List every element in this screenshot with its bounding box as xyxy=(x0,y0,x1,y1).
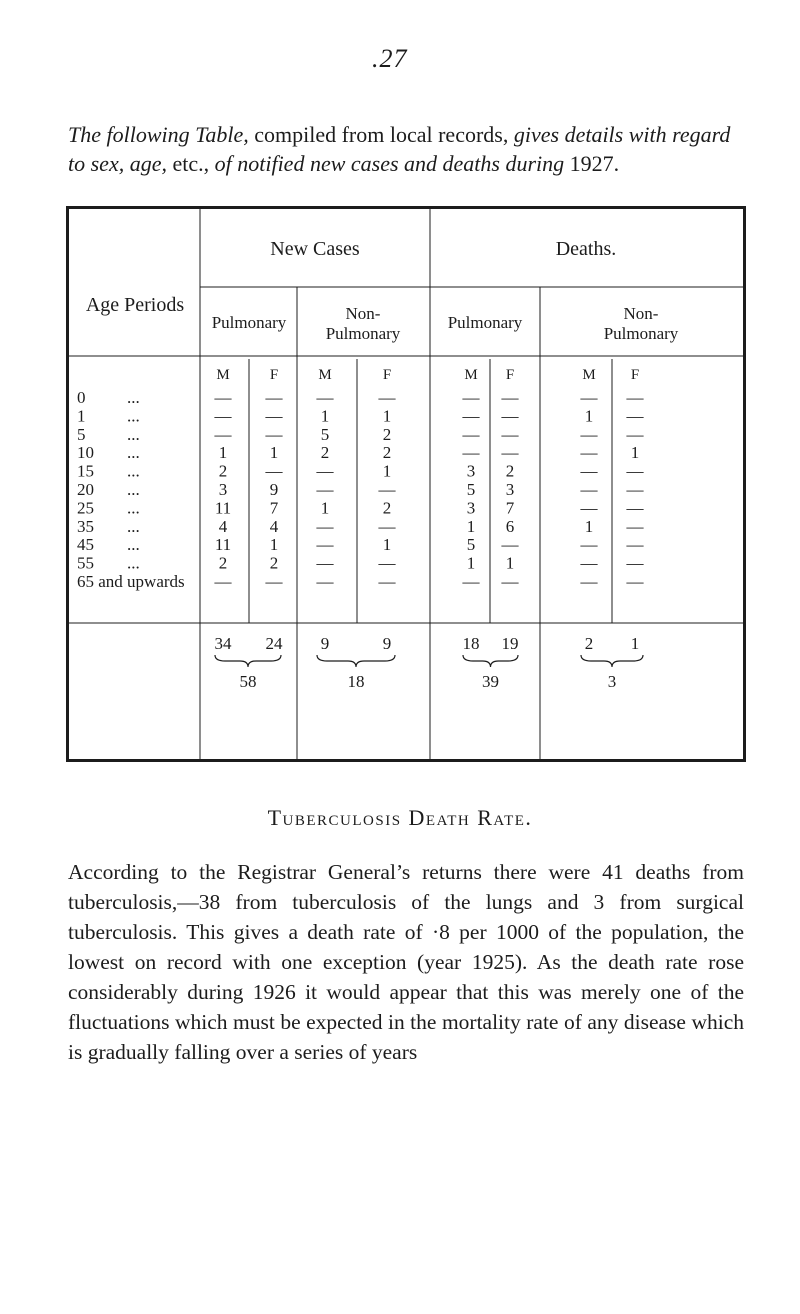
table-cell-r10-c2: — xyxy=(316,572,334,591)
deaths-non-pulmonary-header-line1: Non- xyxy=(623,304,659,323)
table-cell-r3-c2: 2 xyxy=(320,443,330,463)
table-cell-r1-c1: — xyxy=(265,406,283,426)
table-cell-r2-c2: 5 xyxy=(320,424,330,444)
total-cell-2: 9 xyxy=(320,634,330,653)
table-cell-r3-c4: — xyxy=(462,443,480,463)
table-cell-r6-c7: — xyxy=(626,498,644,518)
table-cell-r4-c5: 2 xyxy=(505,461,515,481)
tuberculosis-table xyxy=(66,206,746,762)
age-leader-dots-7: ... xyxy=(127,516,140,536)
sex-header-m-3: M xyxy=(318,367,332,383)
table-cell-r1-c4: — xyxy=(462,406,480,426)
table-cell-r7-c1: 4 xyxy=(269,516,279,536)
intro-part-4: etc., xyxy=(166,151,215,176)
table-cell-r6-c6: — xyxy=(580,498,598,518)
table-cell-r10-c7: — xyxy=(626,572,644,591)
age-leader-dots-9: ... xyxy=(127,553,140,573)
table-cell-r6-c4: 3 xyxy=(466,498,476,518)
age-leader-dots-6: ... xyxy=(127,498,140,518)
table-cell-r2-c1: — xyxy=(265,424,283,444)
table-cell-r5-c6: — xyxy=(580,480,598,499)
table-cell-r8-c7: — xyxy=(626,535,644,555)
table-cell-r2-c4: — xyxy=(462,424,480,444)
table-cell-r1-c7: — xyxy=(626,406,644,426)
sex-header-f-8: F xyxy=(630,367,640,383)
section-title: Tuberculosis Death Rate. xyxy=(267,805,533,830)
group-total-2: 18 xyxy=(347,672,365,691)
table-cell-r6-c0: 11 xyxy=(214,498,232,518)
table-cell-r10-c3: — xyxy=(378,572,396,591)
table-cell-r7-c0: 4 xyxy=(218,516,228,536)
table-cell-r8-c6: — xyxy=(580,535,598,555)
age-label-5: 20 xyxy=(77,480,94,499)
table-cell-r4-c0: 2 xyxy=(218,461,228,481)
age-label-4: 15 xyxy=(77,461,94,481)
age-leader-dots-2: ... xyxy=(127,424,140,444)
new-cases-header: New Cases xyxy=(270,238,360,260)
table-cell-r5-c0: 3 xyxy=(218,480,228,499)
age-label-7: 35 xyxy=(77,516,94,536)
table-cell-r1-c6: 1 xyxy=(584,406,594,426)
table-cell-r6-c1: 7 xyxy=(269,498,279,518)
page-number: .27 xyxy=(372,44,408,73)
total-cell-3: 9 xyxy=(382,634,392,653)
table-cell-r0-c0: — xyxy=(214,388,232,407)
sex-header-f-6: F xyxy=(505,367,515,383)
table-cell-r9-c5: 1 xyxy=(505,553,515,573)
intro-part-2: compiled from local records, xyxy=(248,122,514,147)
intro-part-1: The following Table, xyxy=(68,122,249,147)
deaths-pulmonary-header: Pulmonary xyxy=(447,313,523,332)
table-cell-r1-c0: — xyxy=(214,406,232,426)
table-cell-r3-c1: 1 xyxy=(269,443,279,463)
table-cell-r8-c4: 5 xyxy=(466,535,476,555)
age-label-3: 10 xyxy=(77,443,94,463)
table-cell-r5-c4: 5 xyxy=(466,480,476,499)
age-leader-dots-5: ... xyxy=(127,480,140,499)
table-cell-r9-c0: 2 xyxy=(218,553,228,573)
total-cell-4: 18 xyxy=(462,634,480,653)
intro-part-3: gives details with regard to sex, age, xyxy=(68,122,731,176)
table-cell-r8-c3: 1 xyxy=(382,535,392,555)
table-cell-r4-c3: 1 xyxy=(382,461,392,481)
group-total-brace-4 xyxy=(581,655,643,667)
table-cell-r1-c5: — xyxy=(501,406,519,426)
table-cell-r3-c6: — xyxy=(580,443,598,463)
non-pulmonary-header-line1: Non- xyxy=(345,304,381,323)
table-cell-r2-c0: — xyxy=(214,424,232,444)
table-cell-r0-c3: — xyxy=(378,388,396,407)
age-periods-header: Age Periods xyxy=(85,294,185,316)
age-leader-dots-1: ... xyxy=(127,406,140,426)
table-cell-r4-c7: — xyxy=(626,461,644,481)
table-cell-r4-c4: 3 xyxy=(466,461,476,481)
table-cell-r5-c5: 3 xyxy=(505,480,515,499)
group-total-brace-1 xyxy=(215,655,281,667)
age-leader-dots-8: ... xyxy=(127,535,140,555)
age-label-9: 55 xyxy=(77,553,94,573)
total-cell-7: 1 xyxy=(630,634,640,653)
sex-header-f-2: F xyxy=(269,367,279,383)
sex-header-f-4: F xyxy=(382,367,392,383)
table-cell-r5-c1: 9 xyxy=(269,480,279,499)
body-paragraph: According to the Registrar General’s returns there were 41 deaths from tuberculosis,—38 from tuberculosis of the lungs and 3 from surgical tuberculosis. This gives a death rate of ·8 per 1000 of the population, the lowest on record with one exception (year 1925). As the death rate rose considerably during 1926 it would appear that this was merely one of the fluctuations which must be expected in the mortality rate of any disease which is gradually falling over a series of years xyxy=(68,860,744,1064)
table-cell-r4-c1: — xyxy=(265,461,283,481)
sex-header-m-7: M xyxy=(582,367,596,383)
table-cell-r4-c6: — xyxy=(580,461,598,481)
total-cell-1: 24 xyxy=(265,634,283,653)
table-cell-r10-c1: — xyxy=(265,572,283,591)
table-cell-r6-c3: 2 xyxy=(382,498,392,518)
table-cell-r9-c4: 1 xyxy=(466,553,476,573)
table-cell-r3-c5: — xyxy=(501,443,519,463)
age-leader-dots-0: ... xyxy=(127,388,140,407)
table-cell-r1-c3: 1 xyxy=(382,406,392,426)
table-cell-r7-c3: — xyxy=(378,516,396,536)
deaths-non-pulmonary-header-line2: Pulmonary xyxy=(603,324,679,343)
table-cell-r0-c7: — xyxy=(626,388,644,407)
table-cell-r7-c2: — xyxy=(316,516,334,536)
table-cell-r0-c1: — xyxy=(265,388,283,407)
table-cell-r1-c2: 1 xyxy=(320,406,330,426)
age-label-6: 25 xyxy=(77,498,94,518)
table-cell-r0-c2: — xyxy=(316,388,334,407)
intro-part-5: of notified new cases and deaths during xyxy=(214,151,565,176)
table-cell-r8-c5: — xyxy=(501,535,519,555)
group-total-3: 39 xyxy=(482,672,499,691)
non-pulmonary-header-line2: Pulmonary xyxy=(325,324,401,343)
age-label-1: 1 xyxy=(77,406,86,426)
pulmonary-header: Pulmonary xyxy=(211,313,287,332)
table-cell-r9-c7: — xyxy=(626,553,644,573)
table-cell-r6-c5: 7 xyxy=(505,498,515,518)
table-cell-r4-c2: — xyxy=(316,461,334,481)
age-label-10: 65 and upwards xyxy=(77,572,185,591)
table-cell-r6-c2: 1 xyxy=(320,498,330,518)
table-cell-r8-c1: 1 xyxy=(269,535,279,555)
age-leader-dots-3: ... xyxy=(127,443,140,463)
group-total-1: 58 xyxy=(239,672,257,691)
table-cell-r10-c0: — xyxy=(214,572,232,591)
table-cell-r2-c5: — xyxy=(501,424,519,444)
table-cell-r2-c3: 2 xyxy=(382,424,392,444)
group-total-brace-2 xyxy=(317,655,395,667)
table-cell-r7-c4: 1 xyxy=(466,516,476,536)
intro-paragraph xyxy=(68,120,744,178)
table-cell-r3-c7: 1 xyxy=(630,443,640,463)
sex-header-m-1: M xyxy=(216,367,230,383)
age-leader-dots-4: ... xyxy=(127,461,140,481)
table-svg xyxy=(69,209,743,759)
table-cell-r8-c2: — xyxy=(316,535,334,555)
table-cell-r2-c7: — xyxy=(626,424,644,444)
table-cell-r5-c3: — xyxy=(378,480,396,499)
intro-part-6: 1927. xyxy=(564,151,620,176)
age-label-0: 0 xyxy=(77,388,86,407)
table-cell-r0-c4: — xyxy=(462,388,480,407)
group-total-brace-3 xyxy=(463,655,518,667)
table-cell-r8-c0: 11 xyxy=(214,535,232,555)
table-cell-r0-c6: — xyxy=(580,388,598,407)
total-cell-0: 34 xyxy=(214,634,232,653)
table-cell-r7-c7: — xyxy=(626,516,644,536)
table-cell-r10-c6: — xyxy=(580,572,598,591)
table-cell-r7-c6: 1 xyxy=(584,516,594,536)
total-cell-5: 19 xyxy=(501,634,519,653)
table-cell-r3-c0: 1 xyxy=(218,443,228,463)
table-cell-r9-c3: — xyxy=(378,553,396,573)
deaths-header: Deaths. xyxy=(555,238,617,260)
table-cell-r5-c7: — xyxy=(626,480,644,499)
table-cell-r2-c6: — xyxy=(580,424,598,444)
table-cell-r5-c2: — xyxy=(316,480,334,499)
table-cell-r10-c5: — xyxy=(501,572,519,591)
table-cell-r9-c6: — xyxy=(580,553,598,573)
table-cell-r7-c5: 6 xyxy=(505,516,515,536)
table-cell-r3-c3: 2 xyxy=(382,443,392,463)
table-cell-r9-c1: 2 xyxy=(269,553,279,573)
age-label-8: 45 xyxy=(77,535,94,555)
table-cell-r0-c5: — xyxy=(501,388,519,407)
age-label-2: 5 xyxy=(77,424,86,444)
total-cell-6: 2 xyxy=(584,634,594,653)
table-cell-r10-c4: — xyxy=(462,572,480,591)
table-cell-r9-c2: — xyxy=(316,553,334,573)
sex-header-m-5: M xyxy=(464,367,478,383)
group-total-4: 3 xyxy=(607,672,617,691)
